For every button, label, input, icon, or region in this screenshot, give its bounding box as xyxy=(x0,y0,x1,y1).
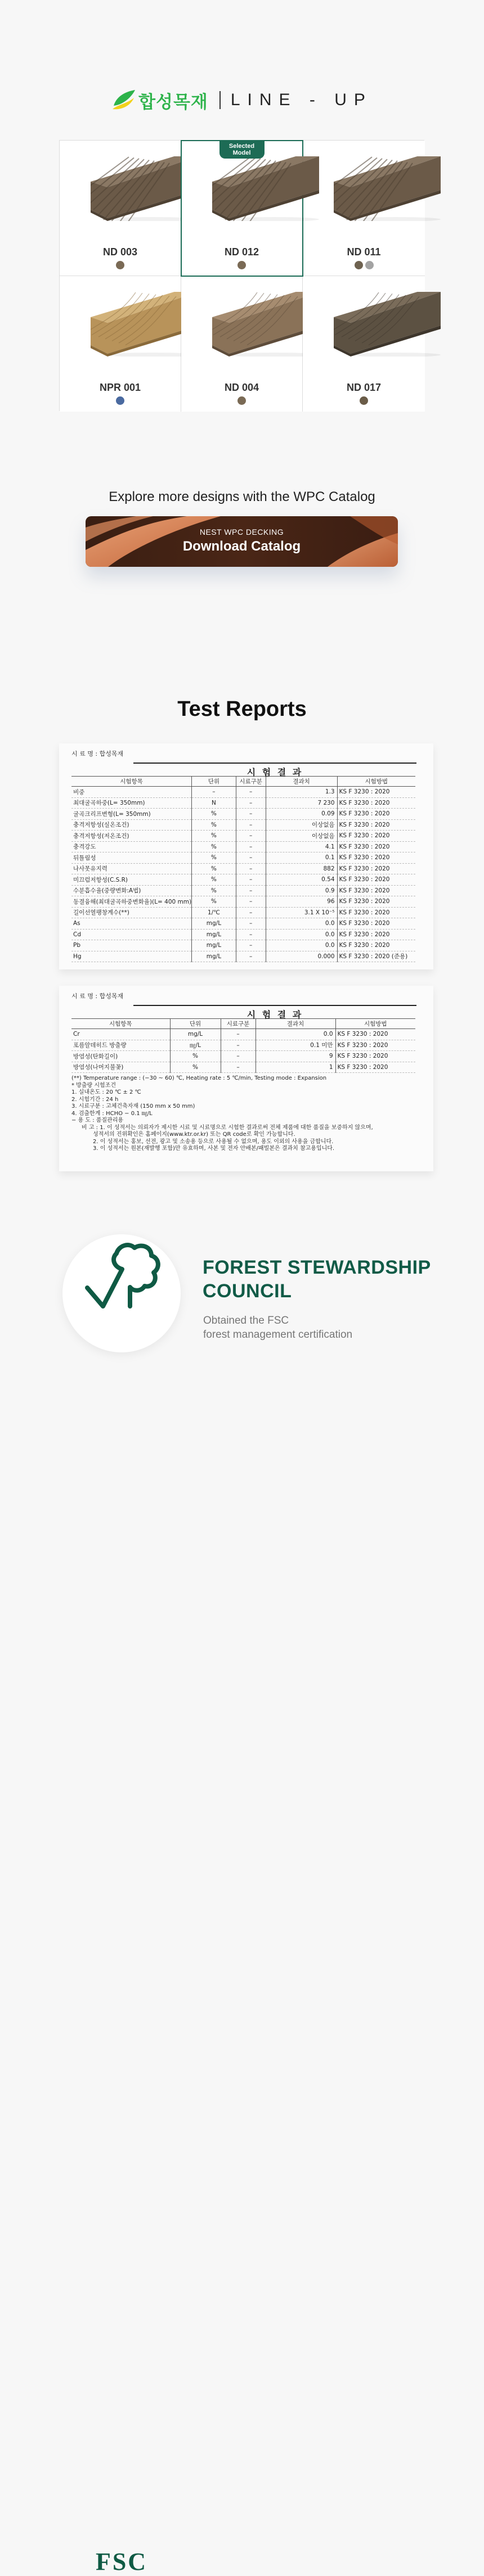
fsc-description xyxy=(203,1314,352,1342)
table-header-cell: 시료구분 xyxy=(236,777,266,787)
table-row xyxy=(71,929,415,940)
table-row xyxy=(71,819,415,831)
product-name: NPR 001 xyxy=(99,382,141,393)
table-cell: KS F 3230 : 2020 xyxy=(337,787,415,798)
decking-plank-image xyxy=(334,156,441,221)
leaf-logo-icon xyxy=(111,89,136,111)
table-header-cell: 시료구분 xyxy=(221,1019,256,1029)
color-swatch[interactable] xyxy=(237,396,246,405)
table-cell: 동결융해(최대굴곡하중변화율)(L= 400 mm) xyxy=(71,896,192,908)
product-card[interactable] xyxy=(60,276,181,412)
fsc-title-line1: FOREST STEWARDSHIP xyxy=(203,1257,431,1278)
table-cell: 7 230 xyxy=(266,797,337,809)
table-row xyxy=(71,1051,415,1062)
note-line: 2. 시험기간 : 24 h xyxy=(71,1096,119,1103)
note-line: − 용 도 : 품질관리용 xyxy=(71,1117,124,1124)
table-row xyxy=(71,1029,415,1040)
report-heading: 시 험 결 과 xyxy=(133,1005,416,1018)
table-row xyxy=(71,874,415,886)
table-cell: Cd xyxy=(71,929,192,940)
table-cell: – xyxy=(236,896,266,908)
table-cell: Cr xyxy=(71,1029,170,1040)
table-row xyxy=(71,1062,415,1073)
decking-plank-image xyxy=(334,292,441,357)
table-cell: 96 xyxy=(266,896,337,908)
table-cell: % xyxy=(192,863,236,874)
table-cell: % xyxy=(192,809,236,820)
product-card[interactable] xyxy=(303,141,425,276)
table-cell: mg/L xyxy=(192,929,236,940)
table-row xyxy=(71,918,415,930)
table-cell: KS F 3230 : 2020 xyxy=(335,1029,415,1040)
table-cell: – xyxy=(236,874,266,886)
table-cell: Hg xyxy=(71,951,192,962)
table-row xyxy=(71,885,415,896)
table-cell: Pb xyxy=(71,940,192,951)
table-cell: 나사못유지력 xyxy=(71,863,192,874)
table-row xyxy=(71,907,415,918)
color-swatches xyxy=(60,396,181,405)
table-cell: 1 xyxy=(256,1062,335,1073)
remark-line: 2. 이 성적서는 홍보, 선전, 광고 및 소송용 등으로 사용될 수 없으며, 용도 이외의 사용을 금합니다. xyxy=(93,1138,334,1145)
fsc-logo-text: FSC xyxy=(95,2548,148,2575)
table-cell: 이상없음 xyxy=(266,831,337,842)
table-cell: KS F 3230 : 2020 xyxy=(337,896,415,908)
header-divider xyxy=(219,91,221,109)
table-cell: % xyxy=(192,885,236,896)
table-cell: 길이선열팽창계수(**) xyxy=(71,907,192,918)
decking-plank-image xyxy=(212,156,319,221)
table-row xyxy=(71,809,415,820)
table-cell: mg/L xyxy=(170,1029,221,1040)
note-line: * 방출량 시험조건 xyxy=(71,1082,116,1089)
color-swatches xyxy=(60,261,181,269)
table-cell: 0.0 xyxy=(266,940,337,951)
table-cell: – xyxy=(236,809,266,820)
table-cell: 방염성(탄화길이) xyxy=(71,1051,170,1062)
product-card[interactable] xyxy=(181,276,303,412)
fsc-logo xyxy=(62,1234,181,2575)
table-header-cell: 단위 xyxy=(192,777,236,787)
table-row xyxy=(71,951,415,962)
catalog-subtitle: NEST WPC DECKING xyxy=(199,527,284,536)
table-cell: 0.0 xyxy=(266,929,337,940)
table-cell: 0.09 xyxy=(266,809,337,820)
table-cell: 충격강도 xyxy=(71,841,192,852)
color-swatch[interactable] xyxy=(365,261,374,269)
table-cell: KS F 3230 : 2020 xyxy=(337,852,415,864)
table-cell: 이상없음 xyxy=(266,819,337,831)
table-cell: – xyxy=(236,797,266,809)
table-cell: KS F 3230 : 2020 xyxy=(337,797,415,809)
table-cell: KS F 3230 : 2020 xyxy=(337,929,415,940)
catalog-button-label: Download Catalog xyxy=(182,539,301,554)
color-swatch[interactable] xyxy=(116,396,124,405)
table-cell: 9 xyxy=(256,1051,335,1062)
table-cell: 0.1 미만 xyxy=(256,1040,335,1051)
table-cell: KS F 3230 : 2020 xyxy=(337,841,415,852)
table-cell: – xyxy=(236,951,266,962)
note-line: 1. 실내온도 : 20 ℃ ± 2 ℃ xyxy=(71,1089,141,1095)
table-cell: 0.9 xyxy=(266,885,337,896)
table-cell: – xyxy=(236,787,266,798)
test-reports-title: Test Reports xyxy=(177,697,307,721)
table-cell: KS F 3230 : 2020 xyxy=(337,918,415,930)
table-cell: mg/L xyxy=(192,951,236,962)
table-cell: – xyxy=(192,787,236,798)
color-swatch[interactable] xyxy=(355,261,363,269)
table-cell: 0.000 xyxy=(266,951,337,962)
color-swatches xyxy=(181,261,302,269)
note-line: 4. 검출한계 : HCHO − 0.1 ㎎/L xyxy=(71,1110,153,1117)
lineup-title: LINE - UP xyxy=(230,91,373,109)
table-cell: 뒤틀림성 xyxy=(71,852,192,864)
table-cell: % xyxy=(192,819,236,831)
product-name: ND 017 xyxy=(346,382,382,393)
table-row xyxy=(71,831,415,842)
product-card[interactable] xyxy=(60,141,181,276)
table-cell: 0.0 xyxy=(256,1029,335,1040)
table-row xyxy=(71,1040,415,1051)
table-cell: % xyxy=(192,874,236,886)
product-name: ND 004 xyxy=(224,382,259,393)
table-cell: – xyxy=(236,907,266,918)
table-cell: 수분흡수율(중량변화:A법) xyxy=(71,885,192,896)
fsc-title xyxy=(203,1256,431,1303)
table-cell: 1.3 xyxy=(266,787,337,798)
table-cell: – xyxy=(221,1062,256,1073)
table-cell: 882 xyxy=(266,863,337,874)
table-cell: 비중 xyxy=(71,787,192,798)
table-cell: – xyxy=(221,1029,256,1040)
table-cell: – xyxy=(236,863,266,874)
selected-model-badge xyxy=(219,141,265,159)
fsc-desc-line1: Obtained the FSC xyxy=(203,1315,289,1327)
color-swatch[interactable] xyxy=(360,396,368,405)
table-cell: – xyxy=(221,1040,256,1051)
table-cell: KS F 3230 : 2020 xyxy=(337,907,415,918)
product-name: ND 011 xyxy=(347,246,381,258)
table-cell: KS F 3230 : 2020 xyxy=(335,1062,415,1073)
results-table xyxy=(71,776,415,962)
table-row xyxy=(71,940,415,951)
table-cell: N xyxy=(192,797,236,809)
lineup-header xyxy=(0,83,484,117)
table-cell: KS F 3230 : 2020 xyxy=(337,885,415,896)
color-swatch[interactable] xyxy=(237,261,246,269)
product-card[interactable] xyxy=(181,141,303,276)
product-grid xyxy=(59,140,424,411)
color-swatch[interactable] xyxy=(116,261,124,269)
table-cell: – xyxy=(236,831,266,842)
table-cell: 충격저항성(실온조건) xyxy=(71,819,192,831)
results-table xyxy=(71,1018,415,1073)
table-header-cell: 결과치 xyxy=(256,1019,335,1029)
badge-line2: Model xyxy=(232,150,251,156)
table-cell: KS F 3230 : 2020 xyxy=(337,809,415,820)
table-cell: % xyxy=(170,1062,221,1073)
table-cell: % xyxy=(192,896,236,908)
note-line: (**) Temperature range : (−30 ~ 60) ℃, Heating rate : 5 ℃/min, Testing mode : Expansion xyxy=(71,1075,327,1081)
table-header-cell: 단위 xyxy=(170,1019,221,1029)
table-cell: KS F 3230 : 2020 xyxy=(337,819,415,831)
table-cell: As xyxy=(71,918,192,930)
fsc-desc-line2: forest management certification xyxy=(203,1329,353,1341)
color-swatches xyxy=(181,396,302,405)
table-cell: 1/℃ xyxy=(192,907,236,918)
test-report-2 xyxy=(59,986,433,1171)
sample-name: 시 료 명 : 합성목재 xyxy=(71,992,124,1000)
fsc-tree-icon xyxy=(62,1234,181,1352)
table-header-cell: 결과치 xyxy=(266,777,337,787)
table-cell: 굴곡크리프변형(L= 350mm) xyxy=(71,809,192,820)
explore-text: Explore more designs with the WPC Catalog xyxy=(109,489,375,504)
table-row xyxy=(71,797,415,809)
table-cell: KS F 3230 : 2020 xyxy=(337,831,415,842)
table-cell: 0.1 xyxy=(266,852,337,864)
color-swatches xyxy=(303,396,425,405)
table-row xyxy=(71,852,415,864)
table-cell: KS F 3230 : 2020 xyxy=(335,1040,415,1051)
table-header-cell: 시험항목 xyxy=(71,1019,170,1029)
table-cell: 충격저항성(저온조건) xyxy=(71,831,192,842)
table-cell: KS F 3230 : 2020 (준용) xyxy=(337,951,415,962)
table-cell: % xyxy=(192,831,236,842)
remark-line: 비 고 : 1. 이 성적서는 의뢰자가 제시한 시료 및 시료명으로 시험한 결과로써 전체 제품에 대한 품질을 보증하지 않으며, xyxy=(82,1124,373,1131)
report-heading: 시 험 결 과 xyxy=(133,763,416,776)
table-cell: 3.1 X 10⁻⁵ xyxy=(266,907,337,918)
table-cell: 4.1 xyxy=(266,841,337,852)
table-header-cell: 시험방법 xyxy=(337,777,415,787)
table-cell: mg/L xyxy=(192,918,236,930)
table-cell: – xyxy=(236,819,266,831)
note-line: 3. 시료구분 : 고체건축자재 (150 mm x 50 mm) xyxy=(71,1103,195,1109)
product-name: ND 012 xyxy=(224,246,259,258)
table-row xyxy=(71,896,415,908)
sample-name: 시 료 명 : 합성목재 xyxy=(71,750,124,757)
report-notes xyxy=(71,1075,422,1153)
table-cell: – xyxy=(236,918,266,930)
table-cell: % xyxy=(192,841,236,852)
remark-line: 3. 이 성적서는 원본(재발행 포함)만 유효하며, 사본 및 전자 안배본/패빌본은 결과치 참고용입니다. xyxy=(93,1145,335,1152)
badge-line1: Selected xyxy=(228,143,255,150)
table-cell: 최대굴곡하중(L= 350mm) xyxy=(71,797,192,809)
fsc-title-line2: COUNCIL xyxy=(203,1280,292,1302)
table-header-cell: 시험항목 xyxy=(71,777,192,787)
table-cell: KS F 3230 : 2020 xyxy=(335,1051,415,1062)
table-cell: 방염성(나머지불꽃) xyxy=(71,1062,170,1073)
brand-name: 합성목재 xyxy=(138,92,208,112)
table-cell: % xyxy=(170,1051,221,1062)
download-catalog-button[interactable] xyxy=(86,516,398,567)
table-cell: – xyxy=(236,852,266,864)
table-cell: – xyxy=(221,1051,256,1062)
table-cell: – xyxy=(236,885,266,896)
table-cell: KS F 3230 : 2020 xyxy=(337,863,415,874)
color-swatches xyxy=(303,261,425,269)
table-cell: 0.0 xyxy=(266,918,337,930)
table-row xyxy=(71,863,415,874)
table-cell: 미끄럼저항성(C.S.R) xyxy=(71,874,192,886)
table-cell: 0.54 xyxy=(266,874,337,886)
table-cell: 포름알데히드 방출량 xyxy=(71,1040,170,1051)
table-row xyxy=(71,787,415,798)
table-cell: – xyxy=(236,929,266,940)
table-cell: – xyxy=(236,940,266,951)
table-cell: % xyxy=(192,852,236,864)
test-report-1 xyxy=(59,743,433,969)
product-name: ND 003 xyxy=(102,246,138,258)
table-cell: mg/L xyxy=(192,940,236,951)
table-header-cell: 시험방법 xyxy=(335,1019,415,1029)
table-cell: ㎎/L xyxy=(170,1040,221,1051)
table-row xyxy=(71,841,415,852)
table-cell: – xyxy=(236,841,266,852)
table-cell: KS F 3230 : 2020 xyxy=(337,940,415,951)
product-card[interactable] xyxy=(303,276,425,412)
remark-line: 성적서의 진위확인은 홈페이지(www.ktr.or.kr) 또는 QR code로 확인 가능합니다. xyxy=(93,1131,295,1138)
table-cell: KS F 3230 : 2020 xyxy=(337,874,415,886)
